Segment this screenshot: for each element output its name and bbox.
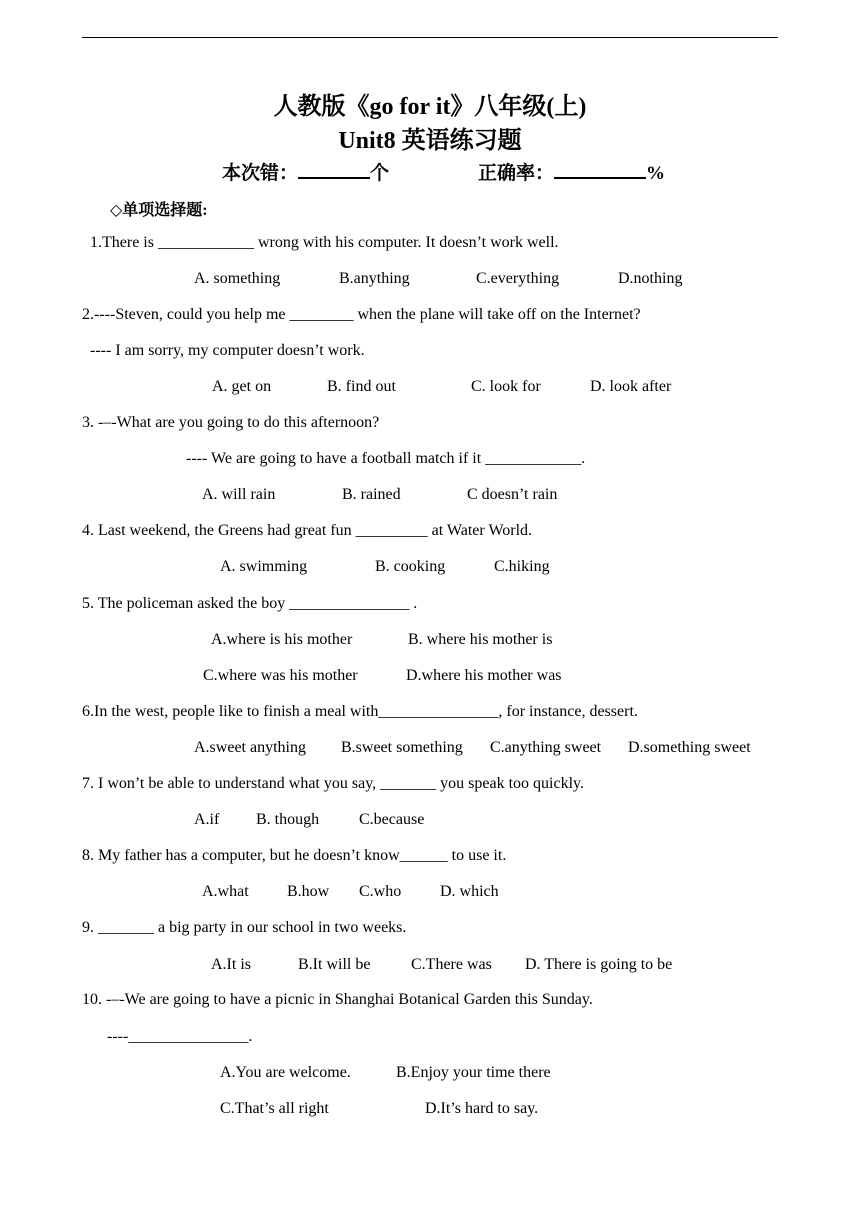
- q2-option-c[interactable]: C. look for: [471, 378, 541, 395]
- accuracy-field: [478, 158, 665, 185]
- q9-option-d[interactable]: D. There is going to be: [525, 956, 673, 973]
- header-rule: [82, 37, 778, 38]
- question-1-stem: 1.There is ____________ wrong with his computer. It doesn’t work well.: [90, 234, 559, 251]
- q2-option-a[interactable]: A. get on: [212, 378, 272, 395]
- q4-option-a[interactable]: A. swimming: [220, 558, 308, 575]
- q7-option-a[interactable]: A.if: [194, 811, 220, 828]
- question-6-stem: 6.In the west, people like to finish a meal with_______________, for instance, dessert.: [82, 703, 638, 720]
- question-2-reply: ---- I am sorry, my computer doesn’t work.: [90, 342, 365, 359]
- q5-option-c[interactable]: C.where was his mother: [203, 667, 358, 684]
- question-3-stem: 3. -–-What are you going to do this afternoon?: [82, 414, 380, 431]
- q5-option-a[interactable]: A.where is his mother: [211, 631, 353, 648]
- q1-option-c[interactable]: C.everything: [476, 270, 560, 287]
- q3-option-c[interactable]: C doesn’t rain: [467, 486, 558, 503]
- question-8-stem: 8. My father has a computer, but he doesn’t know______ to use it.: [82, 847, 507, 864]
- q5-option-d[interactable]: D.where his mother was: [406, 667, 562, 684]
- q2-option-d[interactable]: D. look after: [590, 378, 672, 395]
- accuracy-unit: %: [646, 163, 666, 184]
- q4-option-c[interactable]: C.hiking: [494, 558, 550, 575]
- errors-blank[interactable]: [298, 159, 370, 179]
- q5-option-b[interactable]: B. where his mother is: [408, 631, 553, 648]
- q10-option-d[interactable]: D.It’s hard to say.: [425, 1100, 539, 1117]
- q3-option-a[interactable]: A. will rain: [202, 486, 276, 503]
- q8-option-a[interactable]: A.what: [202, 883, 249, 900]
- q7-option-c[interactable]: C.because: [359, 811, 425, 828]
- question-3-reply: ---- We are going to have a football match if it ____________.: [186, 450, 586, 467]
- question-10-stem: 10. -–-We are going to have a picnic in Shanghai Botanical Garden this Sunday.: [82, 991, 593, 1008]
- q1-option-a[interactable]: A. something: [194, 270, 281, 287]
- q3-option-b[interactable]: B. rained: [342, 486, 401, 503]
- q8-option-b[interactable]: B.how: [287, 883, 330, 900]
- question-2-stem: 2.----Steven, could you help me ________ when the plane will take off on the Internet?: [82, 306, 641, 323]
- page-subtitle: Unit8 英语练习题: [338, 128, 522, 154]
- q10-option-c[interactable]: C.That’s all right: [220, 1100, 329, 1117]
- section-title: ◇单项选择题:: [110, 202, 208, 219]
- accuracy-label: 正确率：: [478, 163, 555, 184]
- errors-label: 本次错：: [222, 163, 299, 184]
- q1-option-b[interactable]: B.anything: [339, 270, 410, 287]
- q8-option-d[interactable]: D. which: [440, 883, 499, 900]
- accuracy-blank[interactable]: [554, 159, 646, 179]
- errors-unit: 个: [370, 163, 390, 184]
- q8-option-c[interactable]: C.who: [359, 883, 402, 900]
- q2-option-b[interactable]: B. find out: [327, 378, 396, 395]
- errors-count-field: [222, 158, 389, 185]
- page-title: 人教版《go for it》八年级(上): [273, 94, 587, 120]
- q9-option-b[interactable]: B.It will be: [298, 956, 371, 973]
- q9-option-a[interactable]: A.It is: [211, 956, 251, 973]
- q10-option-b[interactable]: B.Enjoy your time there: [396, 1064, 551, 1081]
- q6-option-a[interactable]: A.sweet anything: [194, 739, 306, 756]
- question-9-stem: 9. _______ a big party in our school in two weeks.: [82, 919, 407, 936]
- q4-option-b[interactable]: B. cooking: [375, 558, 446, 575]
- q6-option-b[interactable]: B.sweet something: [341, 739, 463, 756]
- question-4-stem: 4. Last weekend, the Greens had great fun _________ at Water World.: [82, 522, 533, 539]
- q10-option-a[interactable]: A.You are welcome.: [220, 1064, 351, 1081]
- q6-option-d[interactable]: D.something sweet: [628, 739, 751, 756]
- question-10-reply: ----_______________.: [107, 1028, 253, 1045]
- q7-option-b[interactable]: B. though: [256, 811, 320, 828]
- question-5-stem: 5. The policeman asked the boy _______________ .: [82, 595, 418, 612]
- q1-option-d[interactable]: D.nothing: [618, 270, 683, 287]
- question-7-stem: 7. I won’t be able to understand what you say, _______ you speak too quickly.: [82, 775, 584, 792]
- q9-option-c[interactable]: C.There was: [411, 956, 492, 973]
- q6-option-c[interactable]: C.anything sweet: [490, 739, 602, 756]
